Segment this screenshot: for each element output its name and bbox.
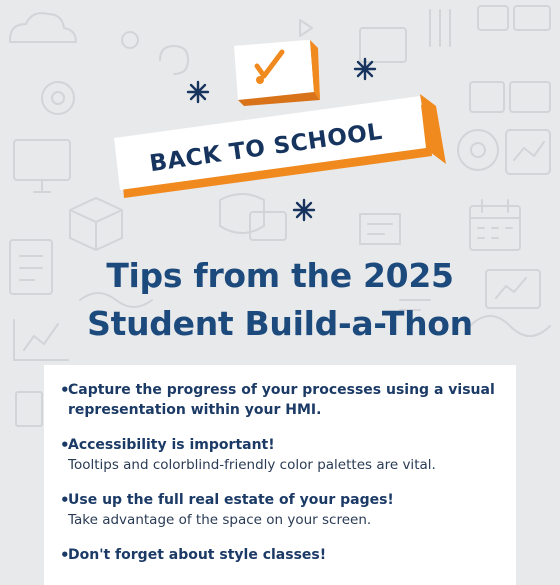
page-title: [0, 252, 560, 348]
tips-card: [44, 365, 516, 585]
sparkle-icon: [353, 57, 377, 81]
bullet: •: [60, 491, 70, 509]
list-item: [60, 435, 510, 475]
list-item: [60, 380, 510, 420]
tip-title: Accessibility is important!: [68, 437, 275, 453]
title-line-2: Student Build-a-Thon: [87, 304, 473, 343]
title-line-1: Tips from the 2025: [106, 256, 454, 295]
tip-title: Use up the full real estate of your pages!: [68, 492, 394, 508]
tips-list: [60, 380, 510, 580]
banner-title: BACK TO SCHOOL: [147, 118, 385, 178]
tip-title: Don't forget about style classes!: [68, 547, 327, 563]
tip-title: Capture the progress of your processes using a visual representation within your HMI.: [68, 382, 495, 418]
bullet: •: [60, 546, 70, 564]
list-item: [60, 545, 510, 565]
list-item: [60, 490, 510, 530]
bullet: •: [60, 436, 70, 454]
bullet: •: [60, 381, 70, 399]
tip-body: Take advantage of the space on your screen.: [68, 512, 372, 528]
tip-body: Tooltips and colorblind-friendly color palettes are vital.: [68, 457, 436, 473]
